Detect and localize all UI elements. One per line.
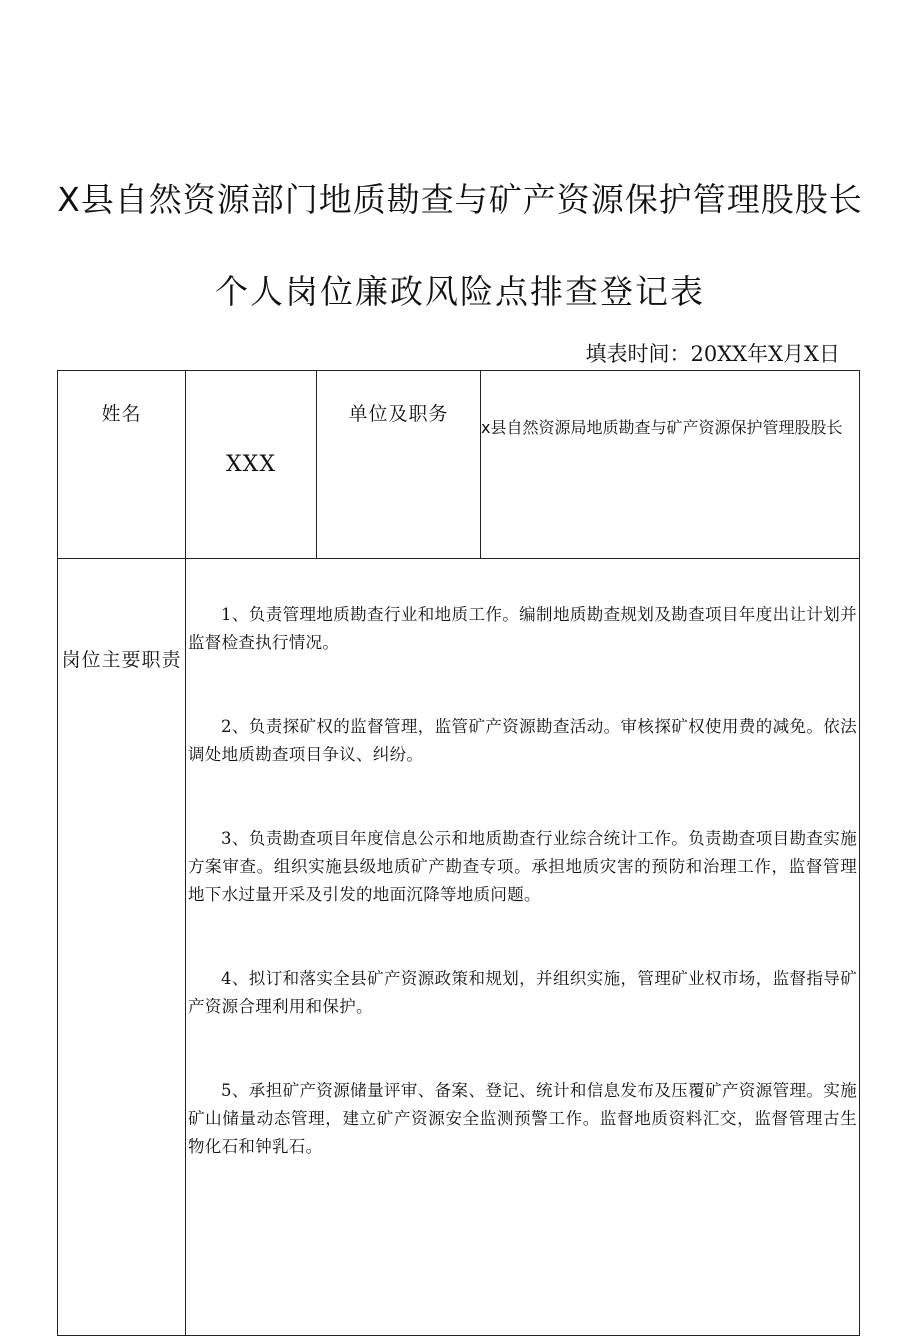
duty-item: 2、负责探矿权的监督管理，监管矿产资源勘查活动。审核探矿权使用费的减免。依法调处地质勘查项目争议、纠纷。 (188, 717, 857, 764)
name-value: XXX (186, 371, 317, 559)
form-row-duties (58, 559, 860, 1336)
duty-item: 3、负责勘查项目年度信息公示和地质勘查行业综合统计工作。负责勘查项目勘查实施方案审查。组织实施县级地质矿产勘查专项。承担地质灾害的预防和治理工作，监督管理地下水过量开采及引发的地面沉降等地质问题。 (188, 829, 857, 904)
form-row-basic-info (58, 371, 860, 559)
duty-item: 5、承担矿产资源储量评审、备案、登记、统计和信息发布及压覆矿产资源管理。实施矿山储量动态管理，建立矿产资源安全监测预警工作。监督地质资料汇交，监督管理古生物化石和钟乳石。 (188, 1081, 857, 1156)
duties-content (186, 559, 860, 1336)
unit-label: 单位及职务 (317, 371, 481, 559)
registration-form-table (57, 370, 860, 1336)
fill-date: 填表时间：20XX年X月X日 (585, 342, 840, 366)
duty-item: 1、负责管理地质勘查行业和地质工作。编制地质勘查规划及勘查项目年度出让计划并监督检查执行情况。 (188, 605, 857, 652)
unit-value: x县自然资源局地质勘查与矿产资源保护管理股股长 (481, 371, 860, 559)
document-title-line2: 个人岗位廉政风险点排查登记表 (215, 272, 705, 311)
duties-label: 岗位主要职责 (58, 559, 186, 1336)
name-label: 姓名 (58, 371, 186, 559)
duty-item: 4、拟订和落实全县矿产资源政策和规划，并组织实施，管理矿业权市场，监督指导矿产资源合理利用和保护。 (188, 969, 857, 1016)
document-title-line1: X县自然资源部门地质勘查与矿产资源保护管理股股长 (57, 180, 863, 219)
